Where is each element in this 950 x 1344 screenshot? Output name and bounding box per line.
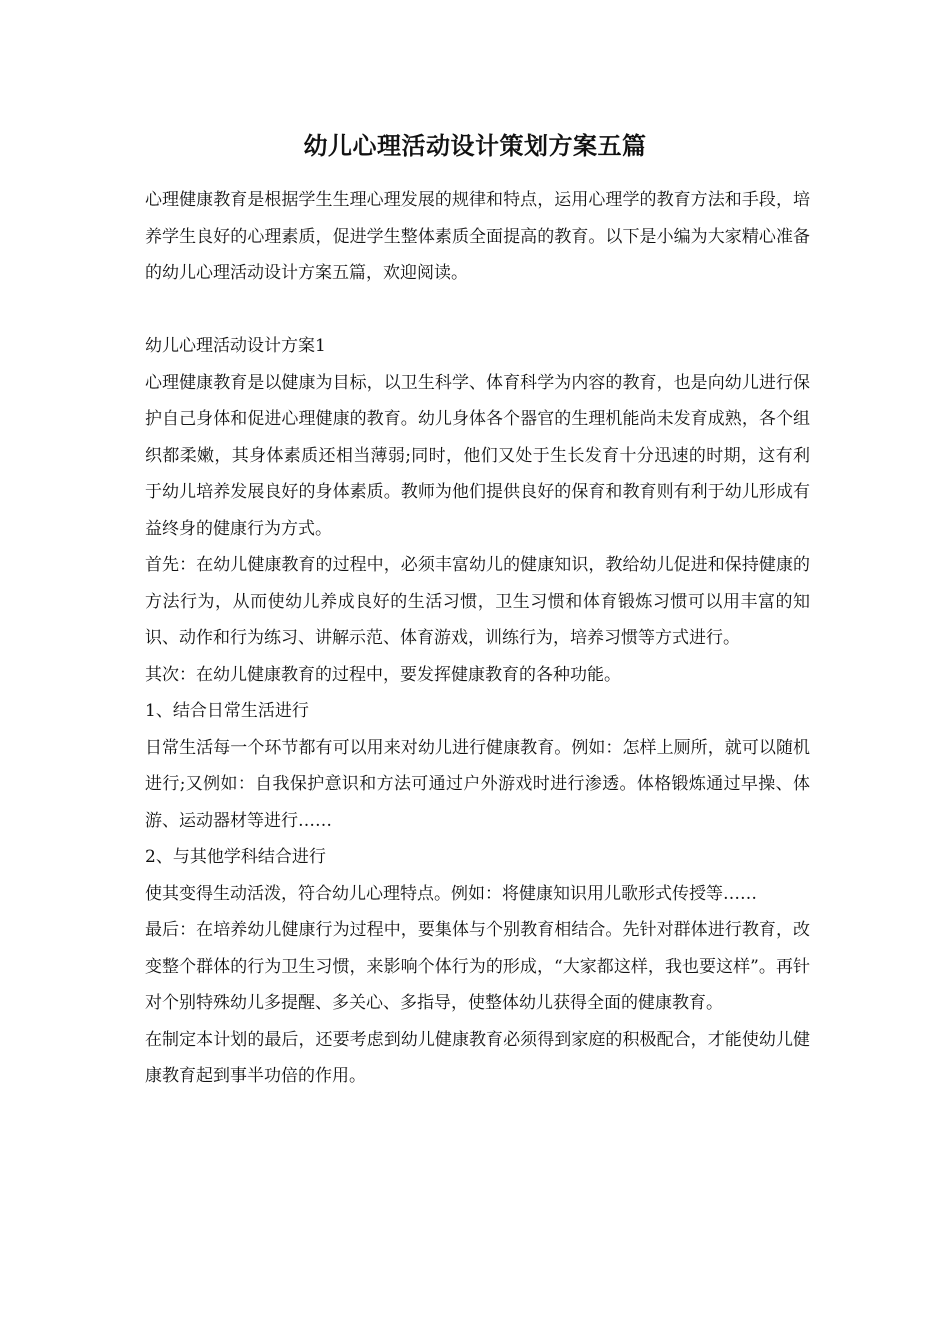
paragraph-spacer xyxy=(145,292,810,329)
document-body xyxy=(145,182,810,1095)
body-paragraph: 日常生活每一个环节都有可以用来对幼儿进行健康教育。例如：怎样上厕所，就可以随机进行;又例如：自我保护意识和方法可通过户外游戏时进行渗透。体格锻炼通过早操、体游、运动器材等进行…… xyxy=(145,737,810,831)
list-heading: 2、与其他学科结合进行 xyxy=(145,847,326,867)
body-paragraph: 使其变得生动活泼，符合幼儿心理特点。例如：将健康知识用儿歌形式传授等…… xyxy=(145,883,757,904)
body-paragraph: 在制定本计划的最后，还要考虑到幼儿健康教育必须得到家庭的积极配合，才能使幼儿健康教育起到事半功倍的作用。 xyxy=(145,1029,810,1086)
body-paragraph: 其次：在幼儿健康教育的过程中，要发挥健康教育的各种功能。 xyxy=(145,664,621,685)
section-heading: 幼儿心理活动设计方案1 xyxy=(145,336,326,356)
body-paragraph: 最后：在培养幼儿健康行为过程中，要集体与个别教育相结合。先针对群体进行教育，改变整个群体的行为卫生习惯，来影响个体行为的形成，“大家都这样，我也要这样”。再针对个别特殊幼儿多提醒、多关心、多指导，使整体幼儿获得全面的健康教育。 xyxy=(145,920,810,1013)
body-paragraph: 首先：在幼儿健康教育的过程中，必须丰富幼儿的健康知识，教给幼儿促进和保持健康的方法行为，从而使幼儿养成良好的生活习惯，卫生习惯和体育锻炼习惯可以用丰富的知识、动作和行为练习、讲解示范、体育游戏，训练行为，培养习惯等方式进行。 xyxy=(145,555,810,648)
list-heading: 1、结合日常生活进行 xyxy=(145,701,309,721)
intro-paragraph: 心理健康教育是根据学生生理心理发展的规律和特点，运用心理学的教育方法和手段，培养学生良好的心理素质，促进学生整体素质全面提高的教育。以下是小编为大家精心准备的幼儿心理活动设计方案五篇，欢迎阅读。 xyxy=(145,190,810,283)
document-title: 幼儿心理活动设计策划方案五篇 xyxy=(303,131,647,160)
body-paragraph: 心理健康教育是以健康为目标，以卫生科学、体育科学为内容的教育，也是向幼儿进行保护自己身体和促进心理健康的教育。幼儿身体各个器官的生理机能尚未发育成熟，各个组织都柔嫩，其身体素质还相当薄弱;同时，他们又处于生长发育十分迅速的时期，这有利于幼儿培养发展良好的身体素质。教师为他们提供良好的保育和教育则有利于幼儿形成有益终身的健康行为方式。 xyxy=(145,372,810,539)
